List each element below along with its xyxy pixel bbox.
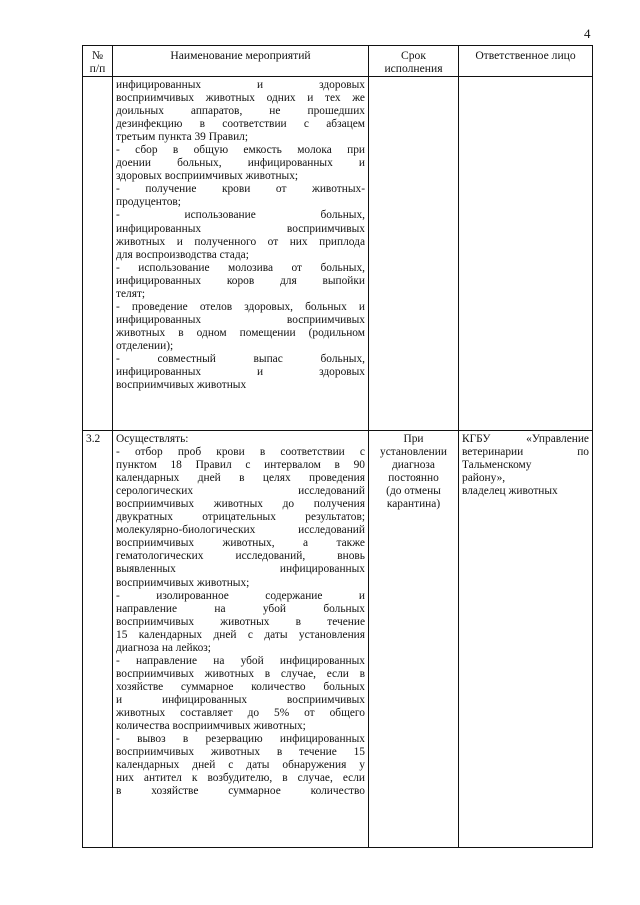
page-number: 4	[584, 26, 591, 41]
name-text-line: инфицированных и здоровых	[116, 79, 365, 91]
name-text-line: животных в одном помещении (родильном	[116, 326, 365, 339]
row-responsible-cell	[459, 431, 593, 848]
header-responsible	[459, 46, 593, 77]
header-term-line1: Срок	[401, 49, 426, 62]
name-text-line: - сбор в общую емкость молока при	[116, 144, 365, 157]
resp-text-line: КГБУ «Управление	[462, 433, 589, 445]
name-text-line: количества восприимчивых животных;	[116, 720, 306, 733]
header-term-line2: исполнения	[384, 62, 443, 75]
name-text-line: гематологических исследований, вновь	[116, 550, 365, 563]
row-term-cell	[369, 77, 459, 431]
name-text-line: - использование молозива от больных,	[116, 261, 365, 274]
name-text-line: для воспроизводства стада;	[116, 248, 249, 261]
row-number-cell: 3.2	[83, 431, 113, 848]
term-text-line: карантина)	[386, 498, 441, 511]
name-text-line: продуцентов;	[116, 196, 181, 209]
name-text-line: 15 календарных дней с даты установления	[116, 628, 365, 641]
row-name-cell	[113, 77, 369, 431]
term-text-line: При	[403, 433, 424, 445]
table-header-row	[83, 46, 593, 77]
resp-text-line: Тальменскому	[462, 459, 532, 472]
name-text-line: - использование больных,	[116, 209, 365, 222]
name-text-line: инфицированных коров для выпойки	[116, 274, 365, 287]
term-text-line: постоянно	[388, 472, 439, 485]
name-text-line: хозяйстве суммарное количество больных	[116, 680, 365, 693]
header-term	[369, 46, 459, 77]
name-text-line: календарных дней с даты обнаружения у	[116, 759, 365, 772]
name-text-line: и инфицированных восприимчивых	[116, 693, 365, 706]
term-text-line: (до отмены	[386, 485, 441, 498]
name-text-line: - отбор проб крови в соответствии с	[116, 446, 365, 459]
name-text-line: животных и полученного от них приплода	[116, 235, 365, 248]
row-number-cell	[83, 77, 113, 431]
header-name	[113, 46, 369, 77]
header-responsible-text: Ответственное лицо	[475, 49, 576, 62]
name-text-line: них антител к возбудителю, в случае, если	[116, 772, 365, 785]
row-term-cell	[369, 431, 459, 848]
name-text-line: Осуществлять:	[116, 433, 189, 445]
name-text-line: отделении);	[116, 339, 174, 352]
name-text-line: дезинфекцию в соответствии с абзацем	[116, 118, 365, 131]
name-text-line: - вывоз в резервацию инфицированных	[116, 733, 365, 746]
row-name-cell	[113, 431, 369, 848]
name-text-line: - изолированное содержание и	[116, 589, 365, 602]
name-text-line: - получение крови от животных-	[116, 183, 365, 196]
header-name-text: Наименование мероприятий	[170, 49, 311, 62]
header-number-line1: №	[91, 49, 104, 62]
name-text-line: восприимчивых животных, а также	[116, 537, 365, 550]
name-text-line: животных составляет до 5% от общего	[116, 706, 365, 719]
name-text-line: диагноза на лейкоз;	[116, 641, 211, 654]
measures-table	[82, 45, 593, 848]
name-text-line: молекулярно-биологических исследований	[116, 524, 365, 537]
name-text-line: доильных аппаратов, не прошедших	[116, 105, 365, 118]
name-text-line: - совместный выпас больных,	[116, 352, 365, 365]
name-text-line: инфицированных восприимчивых	[116, 222, 365, 235]
table-row	[83, 431, 593, 848]
name-text-line: направление на убой больных	[116, 602, 365, 615]
resp-text-line: ветеринарии по	[462, 446, 589, 459]
name-text-line: доении больных, инфицированных и	[116, 157, 365, 170]
resp-text-line: владелец животных	[462, 485, 558, 498]
name-text-line: восприимчивых животных до получения	[116, 498, 365, 511]
name-text-line: выявленных инфицированных	[116, 563, 365, 576]
name-text-line: здоровых восприимчивых животных;	[116, 170, 299, 183]
header-number-line2: п/п	[89, 62, 106, 75]
name-text-line: инфицированных и здоровых	[116, 366, 365, 379]
name-text-line: инфицированных восприимчивых	[116, 313, 365, 326]
name-text-line: - направление на убой инфицированных	[116, 654, 365, 667]
header-number	[83, 46, 113, 77]
name-text-line: телят;	[116, 287, 146, 300]
table-row	[83, 77, 593, 431]
name-text-line: восприимчивых животных	[116, 379, 247, 392]
name-text-line: - проведение отелов здоровых, больных и	[116, 300, 365, 313]
name-text-line: пунктом 18 Правил с интервалом в 90	[116, 459, 365, 472]
name-text-line: восприимчивых животных в случае, если в	[116, 667, 365, 680]
name-text-line: восприимчивых животных одних и тех же	[116, 92, 365, 105]
term-text-line: диагноза	[392, 459, 435, 472]
name-text-line: восприимчивых животных в течение 15	[116, 746, 365, 759]
name-text-line: календарных дней в целях проведения	[116, 472, 365, 485]
name-text-line: третьим пункта 39 Правил;	[116, 131, 249, 144]
resp-text-line: району»,	[462, 472, 506, 485]
name-text-line: двукратных отрицательных результатов;	[116, 511, 365, 524]
row-responsible-cell	[459, 77, 593, 431]
name-text-line: в хозяйстве суммарное количество	[116, 785, 365, 798]
name-text-line: восприимчивых животных в течение	[116, 615, 365, 628]
name-text-line: серологических исследований	[116, 485, 365, 498]
name-text-line: восприимчивых животных;	[116, 576, 250, 589]
term-text-line: установлении	[380, 446, 447, 459]
